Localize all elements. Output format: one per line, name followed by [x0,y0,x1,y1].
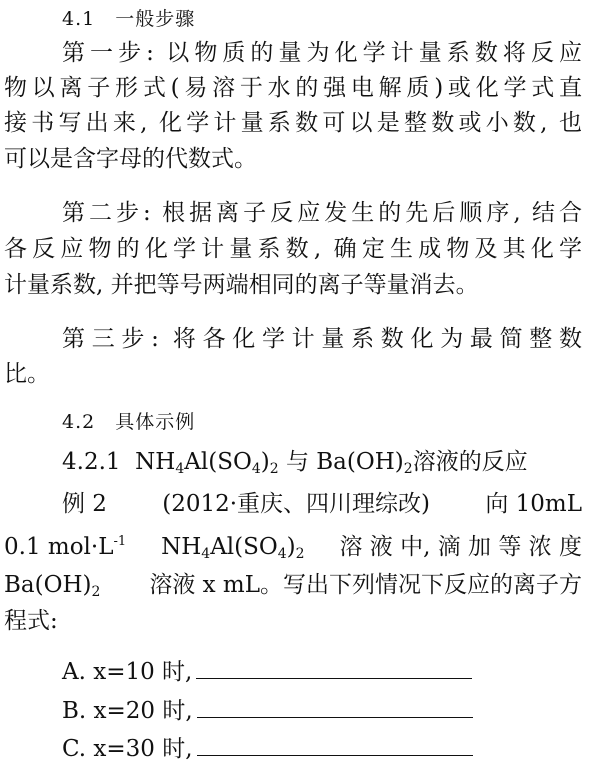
section-4-2-1-heading [62,447,528,477]
step3-line-2: 比。 [4,361,50,387]
step2-line-2: 各反应物的化学计量系数, 确定生成物及其化学 [4,236,582,262]
example-label: 例 2 [62,491,107,517]
example-line-3 [4,570,582,600]
step1-line-1: 第一步: 以物质的量为化学计量系数将反应 [62,40,582,66]
option-a-answer-blank[interactable] [196,656,472,679]
example-source: (2012·重庆、四川理综改) [162,491,431,517]
step2-line-3: 计量系数, 并把等号两端相同的离子等量消去。 [4,272,479,298]
subheading-connector: 与 [285,449,309,475]
step1-line-3: 接书写出来, 化学计量系数可以是整数或小数, 也 [4,110,582,136]
section-4-2-heading: 4.2 具体示例 [62,411,196,433]
subheading-number: 4.2.1 [62,449,121,475]
step3-line-1: 第三步: 将各化学计量系数化为最简整数 [62,326,582,352]
example-concentration: 0.1 $mol\cdot L^{-1}$ [4,534,127,560]
example-line-4: 程式: [4,608,58,634]
example-line-2 [4,532,582,562]
step1-line-4: 可以是含字母的代数式。 [4,146,257,172]
step2-line-1: 第二步: 根据离子反应发生的先后顺序, 结合 [62,200,582,226]
example-line-3-rest: 溶液 x mL。写出下列情况下反应的离子方 [149,572,582,598]
subheading-suffix: 溶液的反应 [412,449,528,475]
option-a [62,656,472,687]
subheading-formula: $NH_4Al(SO_4)_2$ [135,449,279,477]
option-a-label: A. x=10 时, [62,659,193,685]
step1-line-2: 物以离子形式(易溶于水的强电解质)或化学式直 [4,75,582,101]
option-c-answer-blank[interactable] [197,733,473,756]
example-salt-formula: $NH_4Al(SO_4)_2$ [161,534,305,562]
example-line-2-rest: 溶 液 中, 滴 加 等 浓 度 [339,534,582,560]
subheading-reagent: $Ba(OH)_2$ [316,449,413,477]
option-b [62,695,473,726]
option-c [62,733,473,764]
option-c-label: C. x=30 时, [62,736,193,762]
example-base-formula: $Ba(OH)_2$ [4,572,101,600]
option-b-label: B. x=20 时, [62,698,193,724]
section-4-1-heading: 4.1 一般步骤 [62,8,196,30]
option-b-answer-blank[interactable] [197,695,473,718]
example-intro: 向 10mL [485,491,582,517]
example-line-1 [62,489,582,519]
